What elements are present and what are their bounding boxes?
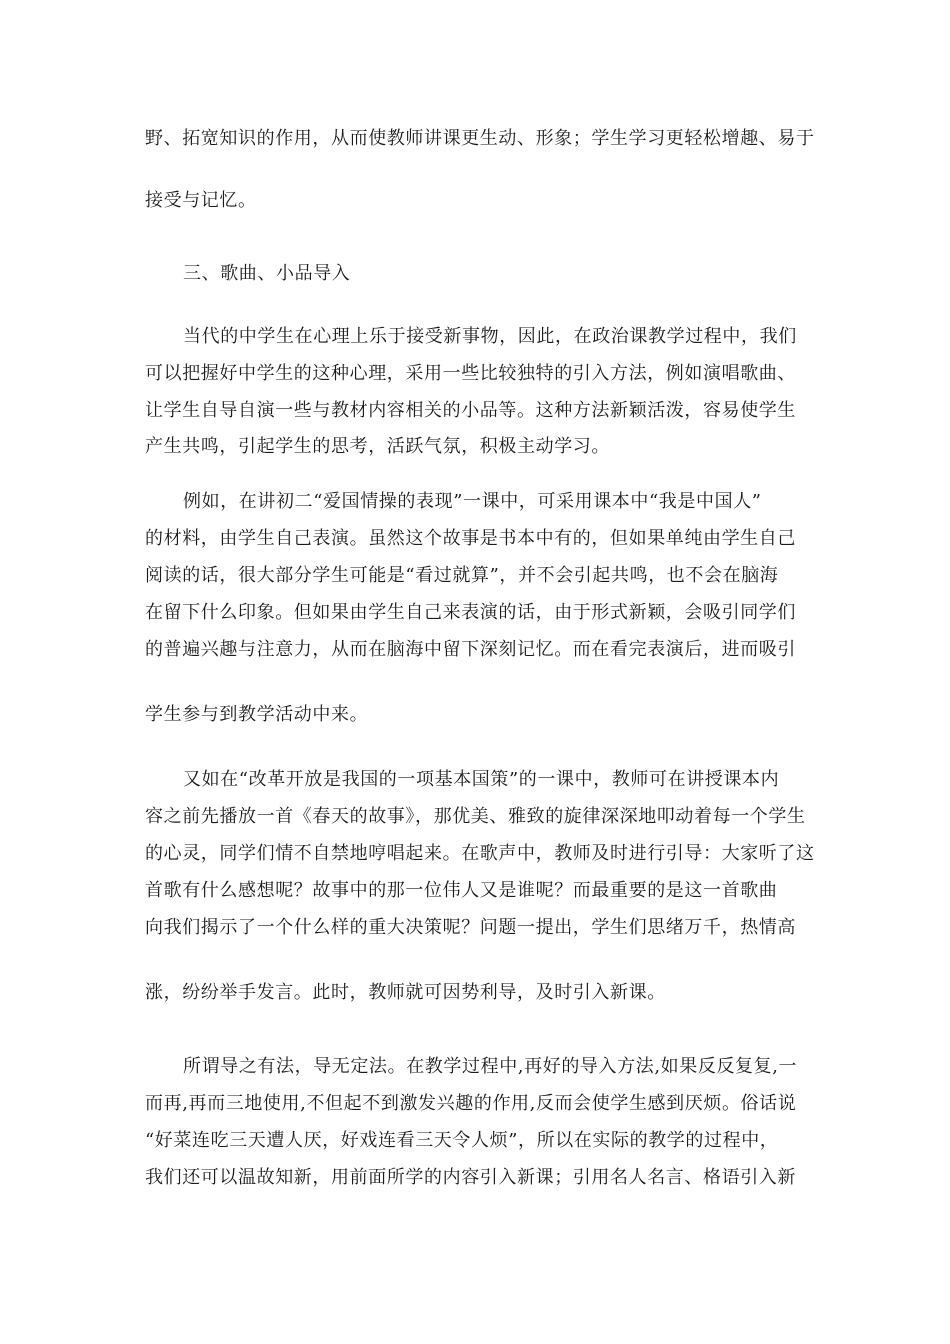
text-line: 的普遍兴趣与注意力，从而在脑海中留下深刻记忆。而在看完表演后，进而吸引 — [145, 639, 796, 660]
text-line: 让学生自导自演一些与教材内容相关的小品等。这种方法新颖活泼，容易使学生 — [145, 400, 796, 421]
text-line: 的心灵，同学们情不自禁地哼唱起来。在歌声中，教师及时进行引导：大家听了这 — [145, 843, 815, 864]
text-line: 在留下什么印象。但如果由学生自己来表演的话，由于形式新颖，会吸引同学们 — [145, 602, 796, 623]
text-line: 阅读的话，很大部分学生可能是“看过就算”，并不会引起共鸣，也不会在脑海 — [145, 565, 779, 586]
text-line: 我们还可以温故知新，用前面所学的内容引入新课；引用名人名言、格语引入新 — [145, 1167, 796, 1188]
text-line: 容之前先播放一首《春天的故事》，那优美、雅致的旋律深深地叩动着每一个学生 — [145, 806, 806, 827]
text-line: 的材料，由学生自己表演。虽然这个故事是书本中有的，但如果单纯由学生自己 — [145, 528, 796, 549]
text-line: 向我们揭示了一个什么样的重大决策呢？问题一提出，学生们思绪万千，热情高 — [145, 917, 796, 938]
text-line: 可以把握好中学生的这种心理，采用一些比较独特的引入方法，例如演唱歌曲、 — [145, 363, 796, 384]
text-line: 野、拓宽知识的作用，从而使教师讲课更生动、形象；学生学习更轻松增趣、易于 — [145, 128, 815, 149]
text-line: 接受与记忆。 — [145, 190, 257, 211]
text-line: 学生参与到教学活动中来。 — [145, 704, 369, 725]
text-line: 产生共鸣，引起学生的思考，活跃气氛，积极主动学习。 — [145, 436, 610, 457]
text-line: 所谓导之有法，导无定法。在教学过程中,再好的导入方法,如果反反复复,一 — [183, 1056, 798, 1077]
text-line: 又如在“改革开放是我国的一项基本国策”的一课中，教师可在讲授课本内 — [183, 769, 780, 790]
text-line: 而再,再而三地使用,不但起不到激发兴趣的作用,反而会使学生感到厌烦。俗话说 — [145, 1093, 797, 1114]
section-heading: 三、歌曲、小品导入 — [183, 263, 351, 284]
text-line: 首歌有什么感想呢？故事中的那一位伟人又是谁呢？而最重要的是这一首歌曲 — [145, 880, 778, 901]
text-line: 涨，纷纷举手发言。此时，教师就可因势利导，及时引入新课。 — [145, 982, 666, 1003]
text-line: “好菜连吃三天遭人厌，好戏连看三天令人烦”，所以在实际的教学的过程中， — [145, 1130, 779, 1151]
text-line: 例如，在讲初二“爱国情操的表现”一课中，可采用课本中“我是中国人” — [183, 491, 762, 512]
text-line: 当代的中学生在心理上乐于接受新事物，因此，在政治课教学过程中，我们 — [183, 326, 797, 347]
